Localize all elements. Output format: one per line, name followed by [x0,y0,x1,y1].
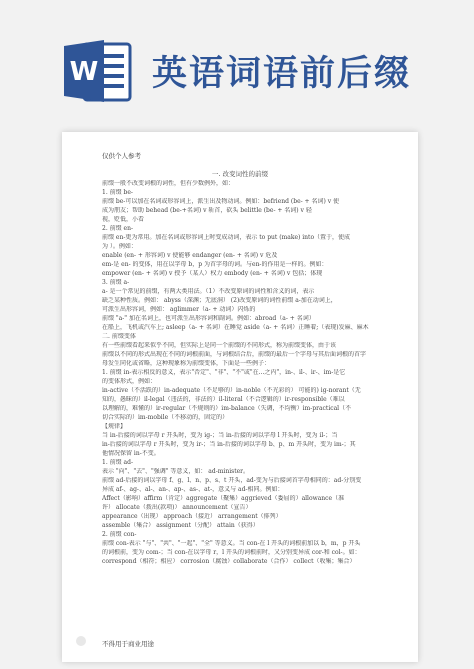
body-line: em-是 en- 的变体，用在以字母 b，p 为首字母的词。与en-的作用是一样的。例如： [102,261,328,268]
body-line: in-后接的词以字母 r 开头时，变为 ir-；当 in-后接的词以字母 b、p、m 开头时，变为 im-；其 [102,441,356,448]
body-line: correspond（相符；相应） corrosion（腐蚀）collaborate（合作） collect（收集；集合） [102,558,356,565]
body-line: 视，贬低，小看 [102,216,145,223]
body-line: 1. 前缀 be- [102,189,133,196]
body-line: 前缀一般不改变词根的词性，但有少数例外，如： [102,180,235,187]
body-line: 缺乏某种性质。例如： abyss（深渊；无底洞） (2)改变原词的词性前缀 a-加在动词上， [102,297,337,304]
body-line: 前缀 con-表示 "与"、"共"、"一起"、"全" 等意义。当 con-在 l 开头的词根前加以 b，m，p 开头 [102,540,361,547]
body-line: enable (en- + 形容词) v 使能够 endanger (en- + 名词) v 危及 [102,252,278,259]
page-footer-note: 不得用于商业用途 [102,640,154,648]
body-line: 知的，愚昧的）il-legal（违法的，非法的）il-literal（不合逻辑的）ir-responsible（难以 [102,396,345,403]
body-line: empower (en- + 名词) v 授予（某人）权力 embody (en- + 名词) v 包括；体现 [102,270,323,277]
body-line: 1. 前缀 ad- [102,459,133,466]
body-line: 前缀 ad-后接的词以字母 f、g、l、n、p、s、t 开头，ad-变为与后接词首字母相同的：ad-分别变 [102,477,362,484]
body-line: 当 in-后接的词以字母 r 开头时，变为 ig-；当 in-后接的词以字母 l 开头时，变为 il-；当 [102,432,338,439]
body-line: 3. 前缀 a- [102,279,130,286]
body-line: 1. 前缀 in-表示相反的意义，表示"否定"、"非"、"不"或"在...之内"，in-、il-、ir-、im-是它 [102,369,346,376]
body-line: 2. 前缀 con- [102,531,137,538]
page-header-note: 仅供个人参考 [102,152,141,160]
body-line: 为 ）。例如： [102,243,137,250]
document-page [62,132,418,662]
body-line: 2. 前缀 en- [102,225,133,232]
document-banner [0,0,474,120]
body-line: a- 是一个常见的前缀，有两大类用法。（1）不改变原词的词性和含义的词，表示 [102,288,315,295]
body-line: 前缀以不同的形式出现在不同的词根前面，与词根结合后，前缀的最后一个字母与其后面词根的首字 [102,351,367,358]
body-line: appearance（出现） approach（接近） arrangement（排列） [102,513,282,520]
section-title: 一. 改变词性的前缀 [211,170,269,178]
body-line: 异成 af-、ag-、al-、an-、ap-、as-、at-，意义与 ad-相同。例如： [102,486,284,493]
body-line: 以理解的，难懂的）ir-regular（不规则的）im-balance（失调，不均衡）im-practical（不 [102,405,352,412]
body-line: 在船上，飞机或汽车上; asleep（a- + 名词）在睡觉 aside（a- + 名词）正睡着;（表现)发麻、麻木 [102,324,369,331]
body-line: assemble（集合） assignment（分配） attain（获得） [102,522,259,529]
watermark-dot [76,636,86,646]
body-line: 母发生同化或省略，这种现象称为前缀变体，下面是一些例子： [102,360,271,367]
body-line: 成为朋友；帮助 behead (be-+名词) v 斩首，砍头 belittle (be- + 名词) v 轻 [102,207,312,214]
body-line: in-active（不活跃的）in-adequate（不足够的）in-noble（不光彩的） 可能的) ig-norant（无 [102,387,361,394]
body-line: 有一些前缀看起来似乎不同，但实际上是同一个前缀的不同形式，称为前缀变体，由于该 [102,342,337,349]
word-document-icon [62,38,132,104]
body-line: Affect（影响）affirm（肯定）aggregate（聚集）aggrieved（委屈的）allowance（准 [102,495,345,502]
body-line: 切合实际的）im-mobile（不移动的，固定的） [102,414,229,421]
body-line: 前缀 "a-" 加在名词上，也可派生出形容词和副词。例如：abroad（a- + 名词） [102,315,315,322]
body-line: 【规律】 [102,423,127,430]
body-line: 的词根前，变为 com-；当 con-在以字母 r，l 开头的词根前时，又分别变异成 cor-和 col-。如： [102,549,361,556]
body-line: 前缀 be-可以加在名词或形容词上，派生出及物动词。例如：befriend (be- + 名词) v 使 [102,198,340,205]
body-line: 许） allocate（拨出(款项)） announcement（宣告） [102,504,252,511]
body-line: 前缀 en-更为常用。加在名词或形容词上时变成动词，表示 to put (make) into（置于，使成 [102,234,351,241]
body-line: 二. 前缀变体 [102,333,136,340]
body-line: 可派生出形容词，例如： aglimmer（a- + 动词）闪烁的 [102,306,256,313]
body-line: 他情况保留 in-不变。 [102,450,160,457]
document-title: 英语词语前后缀 [152,54,412,94]
body-line: 表示 "向"、"去"、"强调" 等意义，如： ad-minister。 [102,468,250,475]
body-line: 的变体形式，例如： [102,378,157,385]
svg-text:W: W [69,57,99,87]
